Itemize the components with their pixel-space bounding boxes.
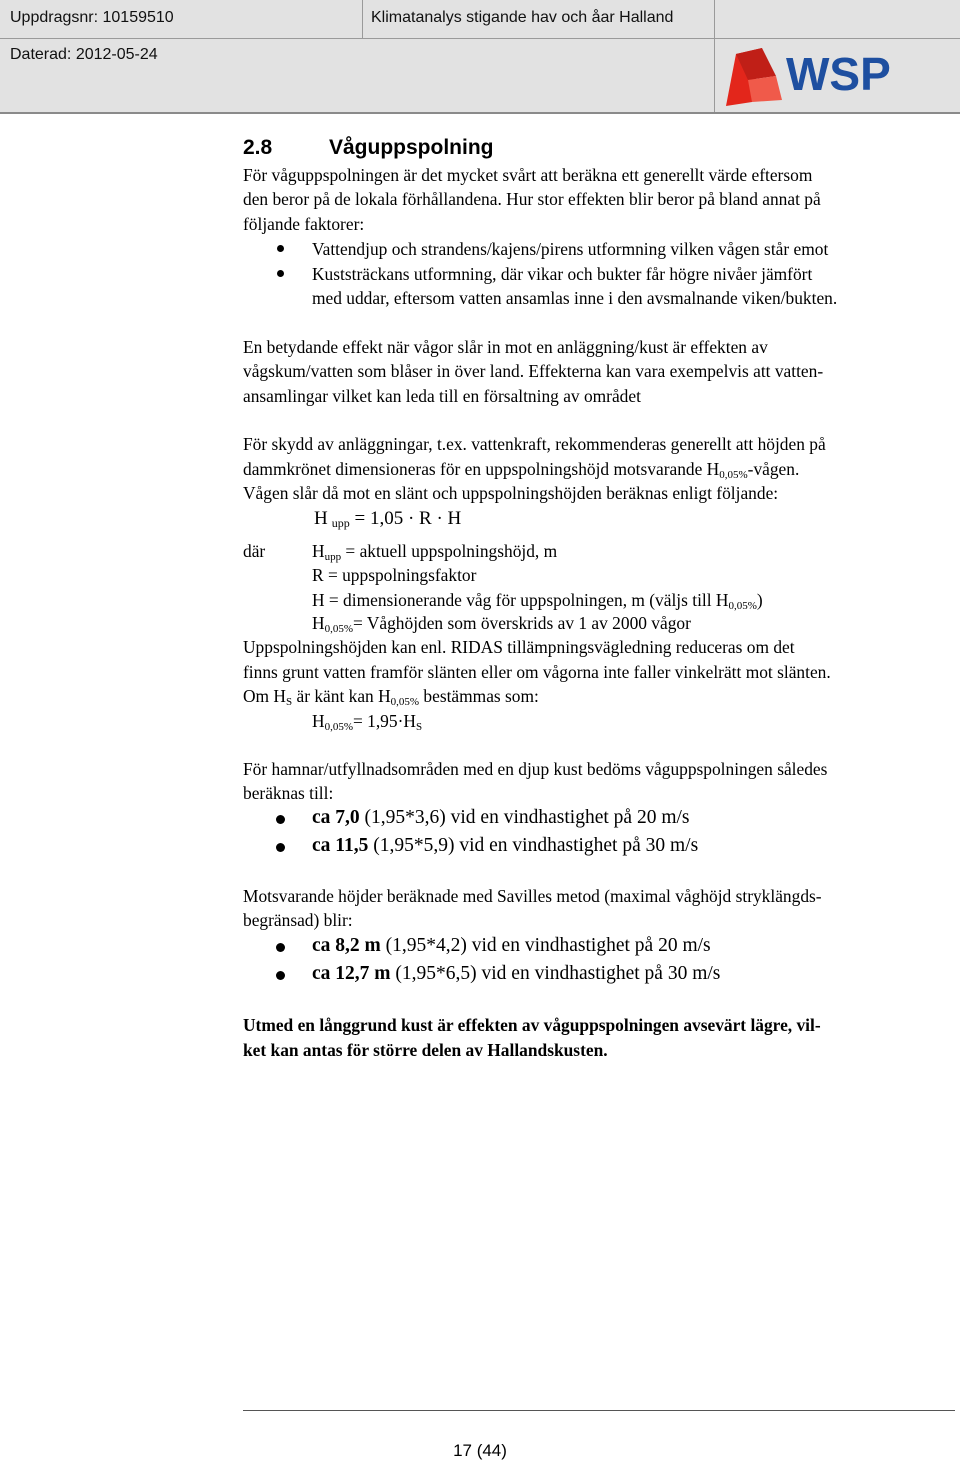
paragraph-line: För skydd av anläggningar, t.ex. vattenkraft, rekommenderas generellt att höjden på	[243, 434, 826, 454]
paragraph-line: ansamlingar vilket kan leda till en försaltning av området	[243, 386, 641, 406]
header-divider	[0, 38, 960, 39]
paragraph-line: Uppspolningshöjden kan enl. RIDAS tillämpningsvägledning reduceras om det	[243, 637, 795, 657]
bullet-icon	[276, 843, 285, 852]
where-label: där	[243, 541, 266, 561]
factor-item-continuation: med uddar, eftersom vatten ansamlas inne i den avsmalnande viken/bukten.	[312, 288, 838, 308]
section-number: 2.8	[243, 136, 273, 159]
bullet-icon	[277, 245, 284, 252]
document-date: Daterad: 2012-05-24	[10, 46, 158, 63]
factor-item: Kuststräckans utformning, där vikar och bukter får högre nivåer jämfört	[312, 264, 813, 284]
bullet-icon	[277, 270, 284, 277]
page-header	[0, 0, 960, 114]
definition-line: H = dimensionerande våg för uppspolningen, m (väljs till $H_{0,05\%}$)	[312, 590, 763, 612]
definition-line: $H_{0,05\%}=$ Våghöjden som överskrids av 1 av 2000 vågor	[312, 613, 691, 635]
paragraph-line: vågskum/vatten som blåser in över land. Effekterna kan vara exempelvis att vatten-	[243, 361, 824, 381]
definition-line: $H_{upp}$ = aktuell uppspolningshöjd, m	[312, 541, 558, 563]
paragraph-line: För hamnar/utfyllnadsområden med en djup kust bedöms våguppspolningen således	[243, 759, 828, 779]
bullet-icon	[276, 971, 285, 980]
paragraph-line: den beror på de lokala förhållandena. Hur stor effekten blir beror på bland annat på	[243, 189, 821, 209]
formula-line: $H_{0,05\%}= 1,95\cdot H_S$	[312, 711, 423, 733]
paragraph-line: följande faktorer:	[243, 214, 365, 234]
paragraph-line: finns grunt vatten framför slänten eller om vågorna inte faller vinkelrätt mot slänten.	[243, 662, 831, 682]
paragraph-line: Vågen slår då mot en slänt och uppspolningshöjden beräknas enligt följande:	[243, 483, 779, 503]
page-number: 17 (44)	[453, 1441, 507, 1460]
paragraph-line: En betydande effekt när vågor slår in mot en anläggning/kust är effekten av	[243, 337, 768, 357]
result-item: ca 8,2 m (1,95*4,2) vid en vindhastighet på 20 m/s	[312, 935, 711, 956]
wsp-logo	[722, 40, 922, 108]
header-cell-divider	[714, 0, 715, 112]
conclusion-line: ket kan antas för större delen av Hallandskusten.	[243, 1040, 608, 1060]
section-heading	[243, 136, 493, 161]
conclusion-line: Utmed en långgrund kust är effekten av våguppspolningen avsevärt lägre, vil-	[243, 1015, 821, 1035]
paragraph-line: begränsad) blir:	[243, 910, 353, 930]
result-item: ca 12,7 m (1,95*6,5) vid en vindhastighet på 30 m/s	[312, 963, 721, 984]
bullet-icon	[276, 943, 285, 952]
paragraph-line: Motsvarande höjder beräknade med Savilles metod (maximal våghöjd stryklängds-	[243, 886, 822, 906]
paragraph-line: beräknas till:	[243, 783, 334, 803]
result-item: ca 7,0 (1,95*3,6) vid en vindhastighet på 20 m/s	[312, 807, 690, 828]
result-item: ca 11,5 (1,95*5,9) vid en vindhastighet på 30 m/s	[312, 835, 699, 856]
document-title: Klimatanalys stigande hav och åar Halland	[371, 9, 674, 26]
footer-divider	[243, 1410, 955, 1411]
section-title: Våguppspolning	[329, 136, 494, 159]
factor-item: Vattendjup och strandens/kajens/pirens utformning vilken vågen står emot	[312, 239, 829, 259]
paragraph-line: Om $H_S$ är känt kan $H_{0,05\%}$ bestämmas som:	[243, 686, 539, 708]
paragraph-line: dammkrönet dimensioneras för en uppspolningshöjd motsvarande $H_{0,05\%}$-vågen.	[243, 459, 800, 481]
bullet-icon	[276, 815, 285, 824]
formula: H $_{upp}$ = 1,05 · R · H	[314, 508, 462, 530]
paragraph-line: För våguppspolningen är det mycket svårt att beräkna ett generellt värde eftersom	[243, 165, 813, 185]
header-cell-divider	[362, 0, 363, 38]
project-number: Uppdragsnr: 10159510	[10, 9, 174, 26]
definition-line: R = uppspolningsfaktor	[312, 565, 477, 585]
logo-text: WSP	[786, 48, 891, 100]
